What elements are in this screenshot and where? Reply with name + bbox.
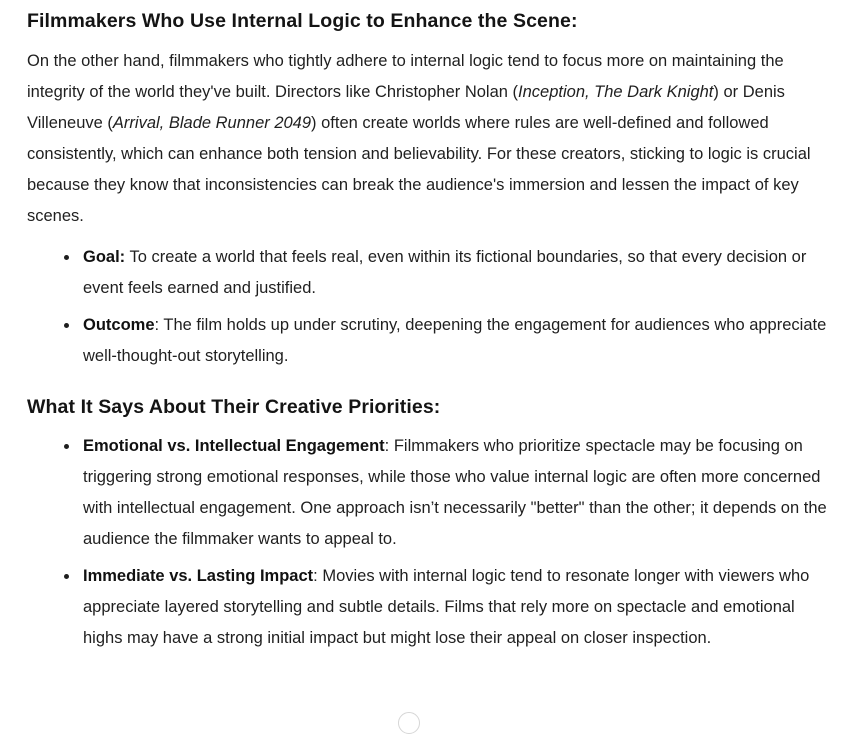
paragraph-text-part-1: On the other hand, filmmakers who tightly adhere to internal logic tend to focus more on maintaining the integrity of the world they've built. Directors like Christopher Nolan ( [27,52,784,102]
paragraph-text-part-3: ) often create worlds where rules are well-defined and followed consistently, which can enhance both tension and believability. For these creators, sticking to logic is crucial because they know that inconsistencies can break the audience's immersion and lessen the impact of key scenes. [27,114,811,226]
bullet-text-goal: To create a world that feels real, even within its fictional boundaries, so that every decision or event feels earned and justified. [83,248,807,298]
section-one-bullet-list [27,242,831,372]
bullet-label-immediate-vs-lasting: Immediate vs. Lasting Impact [83,566,314,585]
loading-indicator-icon [398,712,420,734]
list-item [64,431,831,555]
bullet-text-outcome: : The film holds up under scrutiny, deepening the engagement for audiences who appreciate well-thought-out storytelling. [83,316,827,366]
list-item [64,310,831,372]
paragraph-text-part-2: ) or Denis Villeneuve ( [27,83,785,133]
bullet-label-outcome: Outcome [83,316,155,335]
section-heading-internal-logic: Filmmakers Who Use Internal Logic to Enhance the Scene: [27,10,578,32]
bullet-label-goal: Goal: [83,248,126,267]
section-two-bullet-list [27,431,831,654]
bullet-text-emotional-vs-intellectual: : Filmmakers who prioritize spectacle may be focusing on triggering strong emotional responses, while those who value internal logic are often more concerned with intellectual engagement. One approach isn’t necessarily "better" than the other; it depends on the audience the filmmaker wants to appeal to. [83,436,827,548]
list-item [64,242,831,304]
intro-paragraph [27,46,831,232]
section-heading-creative-priorities: What It Says About Their Creative Priorities: [27,396,441,419]
list-item [64,561,831,654]
bullet-text-immediate-vs-lasting: : Movies with internal logic tend to resonate longer with viewers who appreciate layered storytelling and subtle details. Films that rely more on spectacle and emotional highs may have a strong initial impact but might lose their appeal on closer inspection. [83,566,810,647]
film-titles-villeneuve: Arrival, Blade Runner 2049 [112,114,312,133]
film-titles-nolan: Inception, The Dark Knight [518,83,714,102]
bullet-label-emotional-vs-intellectual: Emotional vs. Intellectual Engagement [83,436,385,455]
